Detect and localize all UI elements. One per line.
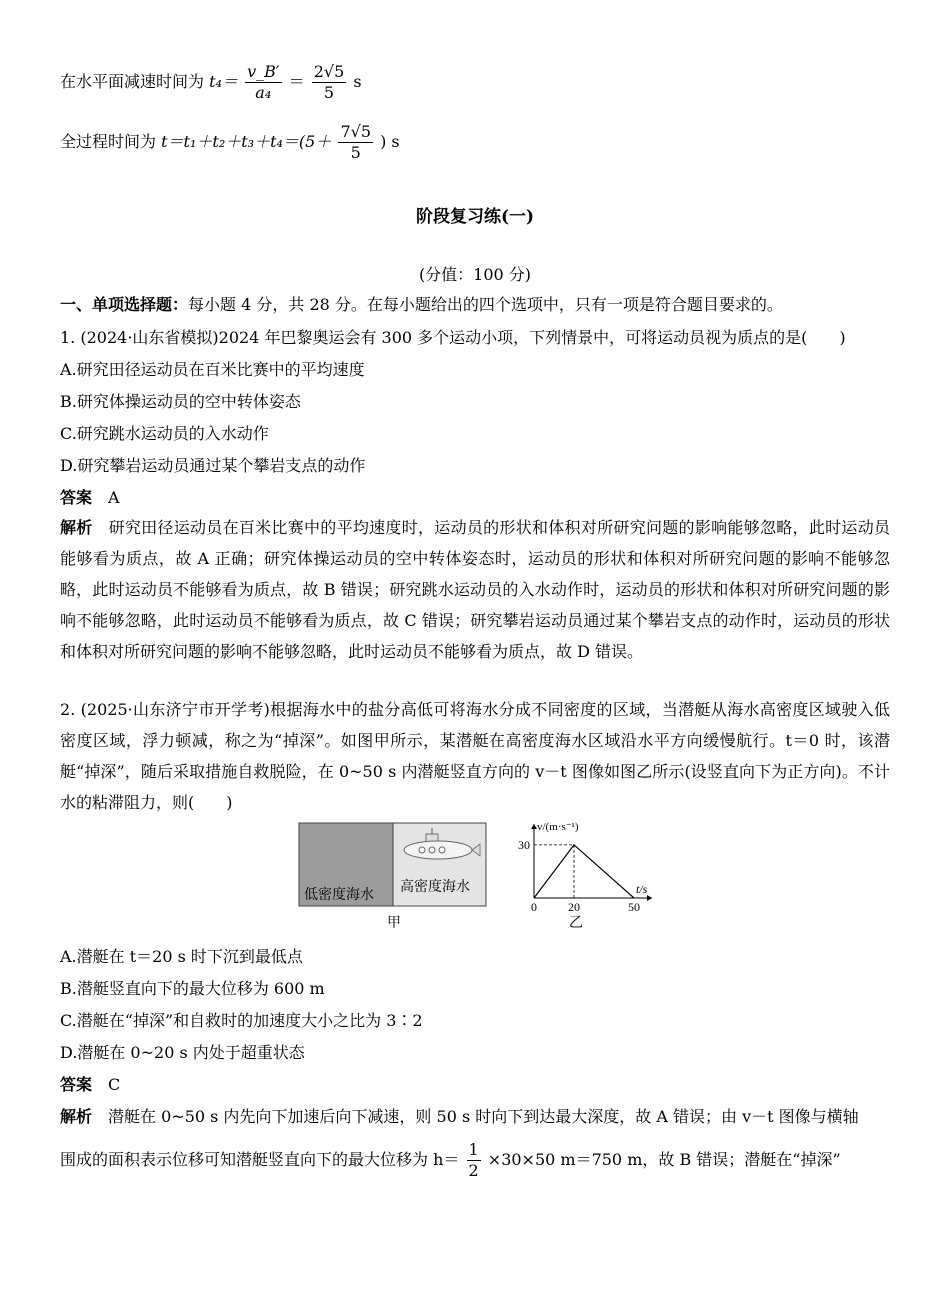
formula-line-2	[60, 122, 400, 163]
fraction-numerator: 7√5	[340, 122, 371, 141]
y-tick-label: 30	[518, 837, 530, 852]
q1-option-b: B.研究体操运动员的空中转体姿态	[60, 392, 301, 411]
q1-option-a: A.研究田径运动员在百米比赛中的平均速度	[60, 360, 365, 379]
series-line	[534, 845, 634, 898]
part-description: 每小题 4 分，共 28 分。在每小题给出的四个选项中，只有一项是符合题目要求的。	[188, 295, 783, 314]
fraction-denominator: 2	[468, 1161, 479, 1180]
q2-stem: 2. (2025·山东济宁市开学考)根据海水中的盐分高低可将海水分成不同密度的区域，当潜艇从海水高密度区域驶入低密度区域，浮力顿减，称之为“掉深”。如图甲所示，某潜艇在高密度海水区域沿水平方向缓慢航行。t＝0 时，该潜艇“掉深”，随后采取措施自救脱险，在 0~50 s 内潜艇竖直方向的 v－t 图像如图乙所示(设竖直向下为正方向)。不计水的粘滞阻力，则( )	[60, 700, 890, 812]
figure-caption-yi: 乙	[569, 915, 583, 931]
low-density-label: 低密度海水	[304, 886, 374, 902]
x-tick-label: 20	[568, 900, 580, 913]
answer-value: C	[108, 1075, 121, 1094]
answer-value: A	[108, 488, 120, 507]
q2-option-b: B.潜艇竖直向下的最大位移为 600 m	[60, 979, 325, 998]
formula-line-1	[60, 62, 362, 103]
fraction-numerator: 2√5	[313, 62, 345, 81]
figure-jia	[298, 822, 488, 908]
high-density-label: 高密度海水	[400, 878, 470, 894]
section-title: 阶段复习练(一)	[415, 207, 535, 227]
q1-stem: 1. (2024·山东省模拟)2024 年巴黎奥运会有 300 多个运动小项，下列情景中，可将运动员视为质点的是( )	[60, 328, 846, 347]
vt-chart	[510, 818, 660, 913]
analysis-text: 围成的面积表示位移可知潜艇竖直向下的最大位移为 h＝	[60, 1150, 460, 1169]
y-axis-label: v/(m·s⁻¹)	[537, 821, 579, 833]
part-heading	[60, 292, 783, 315]
q1-option-d: D.研究攀岩运动员通过某个攀岩支点的动作	[60, 456, 366, 475]
q2-answer	[60, 1072, 120, 1095]
formula-prefix: 在水平面减速时间为	[60, 72, 205, 91]
x-tick-label: 0	[531, 900, 537, 913]
score-note: (分值：100 分)	[418, 265, 532, 284]
x-tick-label: 50	[628, 900, 640, 913]
q1-option-c: C.研究跳水运动员的入水动作	[60, 424, 269, 443]
formula-expr: t＝t₁＋t₂＋t₃＋t₄＝(5＋	[161, 132, 332, 151]
formula-prefix: 全过程时间为	[60, 132, 157, 151]
analysis-text: ×30×50 m＝750 m，故 B 错误；潜艇在“掉深”	[487, 1150, 841, 1169]
x-axis-arrow	[647, 895, 652, 901]
unit-text: s	[353, 72, 362, 91]
fraction-vb-a4	[245, 62, 281, 103]
answer-label: 答案	[60, 488, 93, 507]
analysis-label: 解析	[60, 1107, 93, 1126]
answer-label: 答案	[60, 1075, 93, 1094]
fraction-denominator: a₄	[255, 83, 272, 102]
analysis-text: 研究田径运动员在百米比赛中的平均速度时，运动员的形状和体积对所研究问题的影响能够忽略，此时运动员能够看为质点，故 A 正确；研究体操运动员的空中转体姿态时，运动员的形状和体积对所研究问题的影响不能够忽略，此时运动员不能够看为质点，故 B 错误；研究跳水运动员的入水动作时，运动员的形状和体积对所研究问题的影响不能够忽略，此时运动员不能够看为质点，故 C 错误；研究攀岩运动员通过某个攀岩支点的动作时，运动员的形状和体积对所研究问题的影响不能够忽略，此时运动员不能够看为质点，故 D 错误。	[60, 518, 890, 661]
q2-option-c: C.潜艇在“掉深”和自救时的加速度大小之比为 3∶2	[60, 1011, 423, 1030]
analysis-text: 潜艇在 0~50 s 内先向下加速后向下减速，则 50 s 时向下到达最大深度，故 A 错误；由 v－t 图像与横轴	[108, 1107, 859, 1126]
q2-option-a: A.潜艇在 t＝20 s 时下沉到最低点	[60, 947, 303, 966]
fraction-denominator: 5	[350, 143, 361, 162]
q1-analysis	[60, 512, 890, 667]
q2-analysis-line-2	[60, 1140, 841, 1181]
q2-analysis-line-1	[60, 1104, 859, 1127]
fraction-numerator: 1	[468, 1140, 479, 1159]
x-axis-label: t/s	[636, 882, 648, 896]
fraction-one-half	[467, 1140, 481, 1181]
analysis-label: 解析	[60, 518, 93, 537]
figure-yi	[510, 818, 660, 917]
fraction-denominator: 5	[323, 83, 335, 102]
q2-option-d: D.潜艇在 0~20 s 内处于超重状态	[60, 1043, 305, 1062]
formula-var: t₄＝	[209, 72, 238, 91]
formula-suffix: ) s	[380, 132, 400, 151]
part-label: 一、单项选择题：	[60, 295, 189, 314]
fraction-2root5	[312, 62, 347, 103]
equals-sign: ＝	[288, 72, 305, 91]
figure-caption-jia: 甲	[387, 915, 401, 931]
fraction-7root5	[338, 122, 373, 163]
fraction-numerator: v_B′	[247, 62, 280, 81]
q1-answer	[60, 485, 120, 508]
